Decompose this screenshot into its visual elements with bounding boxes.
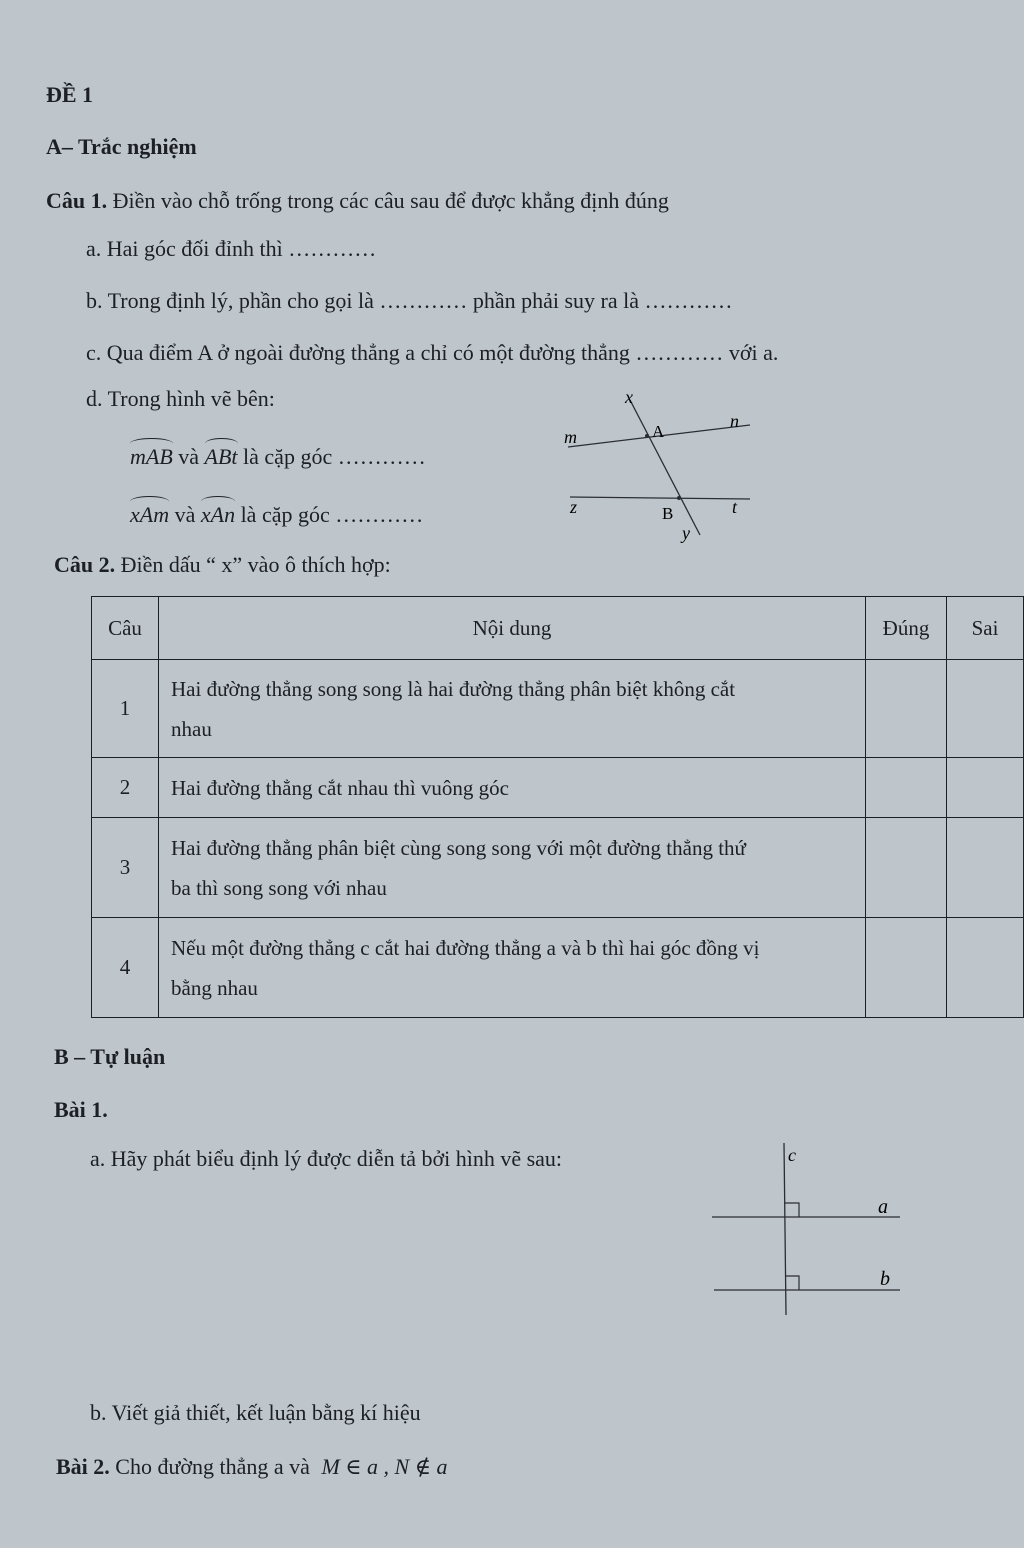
label-m: m — [564, 427, 577, 447]
answer-dung-cell[interactable] — [866, 758, 947, 818]
label-a-point: A — [652, 422, 665, 441]
label-x: x — [625, 387, 633, 407]
row-content-line2: nhau — [171, 716, 212, 741]
line-c — [784, 1143, 786, 1315]
right-angle-mark-b — [785, 1276, 799, 1290]
row-number: 2 — [92, 758, 159, 818]
header-cau: Câu — [92, 597, 159, 660]
table-row — [92, 660, 1024, 758]
row-content — [159, 660, 866, 758]
line-zt — [570, 497, 750, 499]
label-y: y — [682, 523, 690, 543]
answer-sai-cell[interactable] — [947, 758, 1024, 818]
row-number: 1 — [92, 660, 159, 758]
question-1-text: Điền vào chỗ trống trong các câu sau để được khẳng định đúng — [112, 188, 669, 213]
question-2-label: Câu 2. — [54, 552, 116, 577]
true-false-table — [91, 596, 1024, 1018]
table-row — [92, 918, 1024, 1018]
label-b-point: B — [662, 504, 674, 523]
label-b: b — [880, 1268, 890, 1290]
row-content — [159, 758, 866, 818]
question-2 — [54, 552, 391, 578]
q1-d-line2-rest: là cặp góc ………… — [240, 502, 424, 527]
row-number: 3 — [92, 818, 159, 918]
label-n: n — [730, 411, 739, 431]
q1-item-a: a. Hai góc đối đỉnh thì ………… — [86, 236, 377, 261]
conj-1: và — [178, 444, 200, 469]
answer-sai-cell[interactable] — [947, 660, 1024, 758]
answer-dung-cell[interactable] — [866, 818, 947, 918]
row-content-line2: ba thì song song với nhau — [171, 875, 387, 900]
header-dung: Đúng — [866, 597, 947, 660]
right-angle-mark-a — [785, 1203, 799, 1217]
row-content — [159, 918, 866, 1018]
header-noi-dung: Nội dung — [159, 597, 866, 660]
q1-d-line2 — [130, 502, 423, 528]
q1-d-line1-rest: là cặp góc ………… — [243, 444, 426, 469]
q1-item-d: d. Trong hình vẽ bên: — [86, 386, 275, 411]
part-a-title: A– Trắc nghiệm — [46, 134, 197, 159]
answer-dung-cell[interactable] — [866, 918, 947, 1018]
conj-2: và — [174, 502, 196, 527]
angle-mab: mAB — [130, 444, 173, 469]
table-row — [92, 818, 1024, 918]
transversal-figure — [550, 385, 780, 545]
part-b-title: B – Tự luận — [54, 1044, 166, 1069]
label-t: t — [732, 497, 738, 517]
row-content-line2: bằng nhau — [171, 975, 258, 1000]
angle-xan: xAn — [200, 502, 236, 527]
row-content-line1: Hai đường thẳng song song là hai đường thẳng phân biệt không cắt — [171, 676, 736, 701]
point-a — [645, 434, 649, 438]
q1-d-line1 — [130, 444, 426, 470]
answer-dung-cell[interactable] — [866, 660, 947, 758]
label-z: z — [570, 497, 578, 517]
table-header-row — [92, 597, 1024, 660]
bai-1-item-a: a. Hãy phát biểu định lý được diễn tả bởi hình vẽ sau: — [90, 1146, 563, 1171]
answer-sai-cell[interactable] — [947, 918, 1024, 1018]
angle-abt: ABt — [204, 444, 238, 469]
angle-xam: xAm — [130, 502, 170, 527]
exam-title: ĐỀ 1 — [46, 82, 94, 107]
question-1 — [46, 188, 669, 214]
question-1-label: Câu 1. — [46, 188, 108, 213]
q1-item-b: b. Trong định lý, phần cho gọi là ………… phần phải suy ra là ………… — [86, 288, 733, 313]
row-content-line1: Hai đường thẳng phân biệt cùng song song với một đường thẳng thứ — [171, 835, 746, 860]
answer-sai-cell[interactable] — [947, 818, 1024, 918]
bai-2-label: Bài 2. — [56, 1454, 110, 1479]
label-a: a — [878, 1196, 888, 1218]
perpendicular-figure — [700, 1135, 910, 1320]
question-2-text: Điền dấu “ x” vào ô thích hợp: — [120, 552, 391, 577]
bai-1-label: Bài 1. — [54, 1097, 108, 1122]
row-content-line1: Nếu một đường thẳng c cắt hai đường thẳng a và b thì hai góc đồng vị — [171, 935, 760, 960]
table-row — [92, 758, 1024, 818]
bai-1-item-b: b. Viết giả thiết, kết luận bằng kí hiệu — [90, 1400, 421, 1425]
q1-item-c: c. Qua điểm A ở ngoài đường thẳng a chỉ có một đường thẳng ………… với a. — [86, 340, 779, 365]
row-content-line1: Hai đường thẳng cắt nhau thì vuông góc — [171, 775, 509, 800]
bai-2 — [56, 1454, 448, 1480]
point-b — [677, 496, 681, 500]
bai-2-math: M ∈ a , N ∉ a — [321, 1454, 448, 1479]
header-sai: Sai — [947, 597, 1024, 660]
bai-2-text: Cho đường thẳng a và — [115, 1454, 310, 1479]
row-content — [159, 818, 866, 918]
row-number: 4 — [92, 918, 159, 1018]
label-c: c — [788, 1145, 796, 1165]
